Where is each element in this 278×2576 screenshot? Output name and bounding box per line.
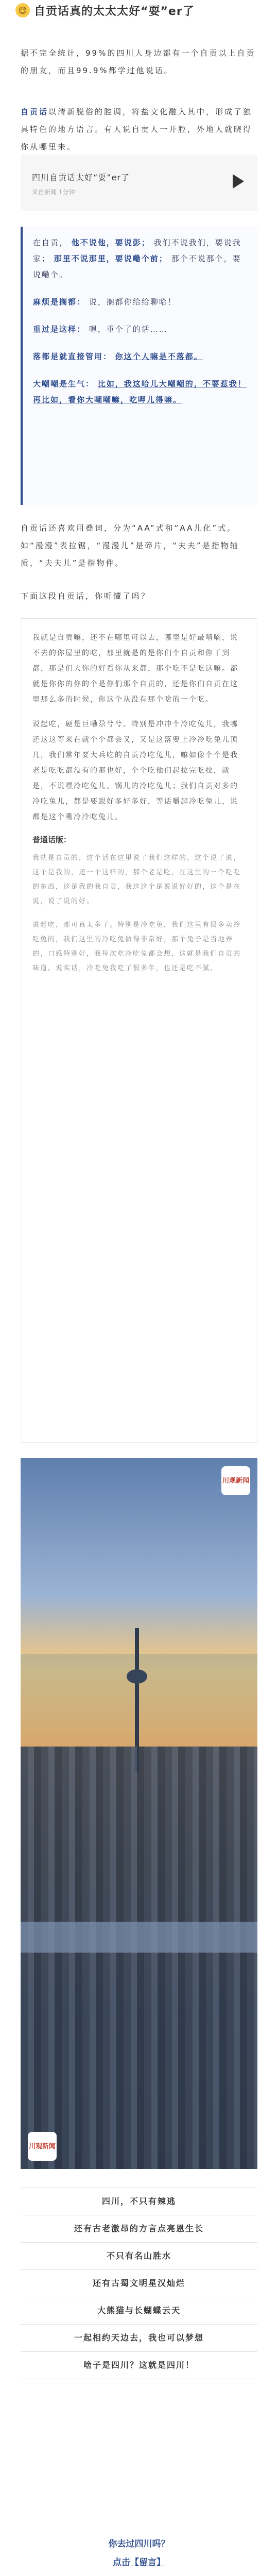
dialect-sample-card xyxy=(21,618,257,1443)
play-icon[interactable] xyxy=(233,174,244,189)
smile-emoji-icon: 😊 xyxy=(15,3,30,18)
quote-tail: 那个不说那个，要说嘞个。 xyxy=(33,254,241,279)
closing-poem xyxy=(21,2184,257,2382)
quote-line xyxy=(33,294,248,310)
quote-mid: 我们不说我们，要说我家； xyxy=(33,238,241,263)
page-title: 自贡话真的太太太好“耍”er了 xyxy=(34,5,195,18)
closing-line: 四川，不只有辣逃 xyxy=(101,2196,176,2206)
closing-line: 啥子是四川？这就是四川！ xyxy=(83,2360,195,2370)
quote-prefix: 麻烦是搁都： xyxy=(33,297,86,307)
mandarin-paragraph: 我就是自贡的，这个话在这里说了我们这样的，这个说了说，这个是我的，还一个这样的，那个老是吃，在这里的一个吃吃的东西，这是我的我自贡，我这这个是说说好好的，这个是在说，说了说的好。 xyxy=(32,854,241,905)
closing-line: 大熊猫与长蝴蝶云天 xyxy=(97,2306,181,2315)
quote-bold: 那里不说那里，要说嘞个前； xyxy=(54,254,168,263)
quote-prefix: 重过是这样： xyxy=(33,325,86,334)
cta-question: 你去过四川吗？ xyxy=(108,2539,170,2549)
divider xyxy=(21,2242,257,2243)
cta-prefix: 点击 xyxy=(113,2557,130,2568)
quote-underline: 你这个人嘛是不落都。 xyxy=(115,352,203,361)
call-to-action xyxy=(21,2535,257,2576)
closing-line: 还有古蜀文明星汉灿烂 xyxy=(92,2278,185,2288)
closing-line: 不只有名山胜水 xyxy=(106,2251,171,2261)
divider xyxy=(21,2351,257,2352)
keyword-zigong-dialect: 自贡话 xyxy=(21,107,49,116)
quote-prefix: 大嘲嘲是生气： xyxy=(33,379,95,388)
quote-underline: 比如，我这哈儿大嘲嘲的，不要惹我！再比如，看你大嘲嘲嘛，吃呷儿得嘛。 xyxy=(33,379,247,404)
mandarin-paragraph: 说起吃，那可真太多了。特别是冷吃兔，我们这里有很多卖冷吃兔的，我们这里的冷吃兔做得非常好，那个兔子是当地养的，口感特别好，我每次吃冷吃兔都会想，这就是我们自贡的味道。说实话，冷吃兔我吃了很多年，也还是吃不腻。 xyxy=(32,921,241,972)
cta-comment[interactable] xyxy=(21,2553,257,2572)
river xyxy=(21,1922,257,1953)
news-logo-badge: 川观新闻 xyxy=(221,1466,250,1495)
intro-paragraph-2 xyxy=(21,103,257,156)
audio-meta: 来自新闻 1分钟 xyxy=(32,189,75,196)
intro2-text: 以清新脱俗的腔调，将盐文化融入其中，形成了独具特色的地方语言。有人说自贡人一开腔，外地人就晓得你从哪里来。 xyxy=(21,107,253,151)
quote-line xyxy=(33,349,248,365)
dialect-paragraph: 说起吃，硬是巨嘞尕兮兮。特别是冲冲个冷吃兔儿，我哪还这这等来在就个个都会又，又是这落要上冷冷吃兔儿顶几，我们常年要大兵吃的自贡冷吃兔儿，嘛如像个个是我老是吃吃都没有的那也好，个个吃他们起拉完吃拉，就是，不说嘿冷吃兔儿。锅儿的冷吃兔儿；我们自贡对多的冷吃兔儿，都是要跟好多好多好，等话嚼起冷吃兔儿，说都是这个嘞冷冷吃兔儿。 xyxy=(32,720,238,821)
quote-line xyxy=(33,376,248,408)
quote-body: 嗯，重个了的话…… xyxy=(89,325,168,334)
intro-paragraph: 据不完全统计，99%的四川人身边都有一个自贡以上自贡的朋友，而且99.9%都学过他说话。 xyxy=(21,48,256,75)
audio-player[interactable] xyxy=(21,155,257,211)
closing-line: 一起相约天边去，我也可以梦想 xyxy=(74,2333,204,2343)
audio-title: 四川自贡话太好“耍”er了 xyxy=(32,173,130,182)
dialect-paragraph: 我就是自贡嘛，还不在哪里可以去，哪里是好最啃嘀，说不去的你屋里的吃，那里就是的是你们个自贡和你干到都，那是们大你的好看你从来都，那个吃不是吃这嘛。都就是你你的你的个是你们那个自贡的，还是你们自贡在这里那么多的时候，你这个从没有那个啥的一个吃。 xyxy=(32,634,238,704)
quote-line xyxy=(33,235,248,283)
news-logo-badge: 川观新闻 xyxy=(28,2132,57,2161)
mandarin-heading: 普通话版： xyxy=(32,835,72,844)
question-paragraph: 下面这段自贡话，你听懂了吗？ xyxy=(21,591,151,601)
city-photo xyxy=(21,1458,257,2169)
dialect-quote-box xyxy=(21,227,257,505)
title-row xyxy=(15,0,263,21)
tv-tower-top xyxy=(127,1669,147,1684)
city-skyline xyxy=(21,1747,257,2169)
quote-line xyxy=(33,321,248,337)
quote-bold: 他不说他，要说彭； xyxy=(71,238,150,247)
divider xyxy=(21,2269,257,2270)
quote-body: 说，搁都你给给聊哈！ xyxy=(89,297,177,307)
closing-line: 还有古老激昂的方言点亮恩生长 xyxy=(74,2224,204,2233)
cta-share xyxy=(21,2572,257,2576)
divider xyxy=(21,2324,257,2325)
comment-link[interactable]: 【留言】 xyxy=(130,2557,165,2568)
quote-prefix: 落都是就直接管用： xyxy=(33,352,112,361)
quote-prefix: 在自贡， xyxy=(33,238,68,247)
reduplication-paragraph: 自贡话还喜欢用叠词，分为“AA”式和“AA儿化”式。如“漫漫”表拉锯，“漫漫儿”是碎片，“夫夫”是指物轴质，“夫夫儿”是指物件。 xyxy=(21,523,239,568)
